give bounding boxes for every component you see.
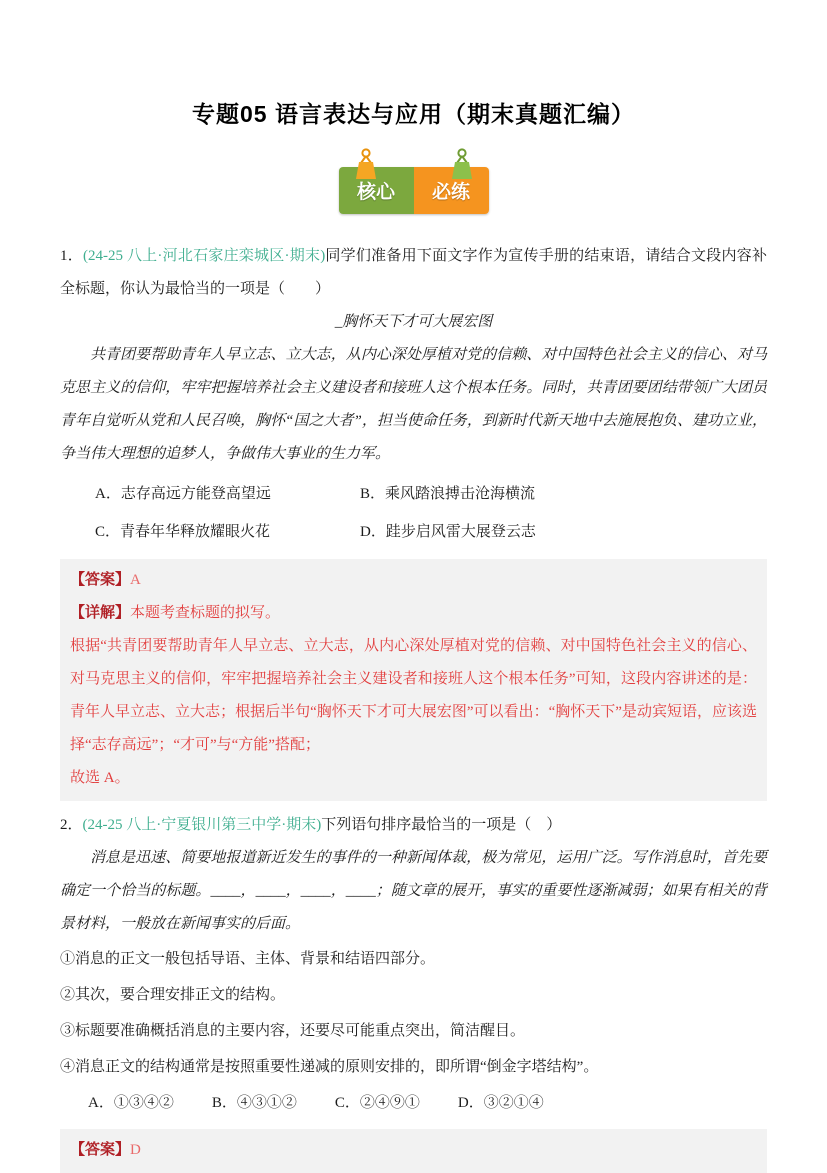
question-2-number: 2． (60, 817, 83, 833)
answer-line (70, 564, 757, 597)
sentence-item-1: ①消息的正文一般包括导语、主体、背景和结语四部分。 (60, 951, 436, 967)
question-1-stem (60, 240, 767, 306)
question-2-sentence-list (60, 941, 767, 1085)
option-d[interactable]: D．③②①④ (457, 1095, 544, 1111)
binder-clip-icon (449, 148, 475, 180)
option-c[interactable]: C．青春年华释放耀眼火花 (95, 524, 271, 540)
question-1-subtitle: _胸怀天下才可大展宏图 (334, 314, 493, 330)
detail-body: 根据“共青团要帮助青年人早立志、立大志，从内心深处厚植对党的信赖、对中国特色社会主义的信心、对马克思主义的信仰，牢牢把握培养社会主义建设者和接班人这个根本任务”可知，这段内容讲述的是：青年人早立志、立大志；根据后半句“胸怀天下才可大展宏图”可以看出：“胸怀天下”是动宾短语，应该选择“志存高远”；“才可”与“方能”搭配； (70, 638, 757, 753)
question-1-source-tag: (24-25 八上·河北石家庄栾城区·期末) (82, 248, 326, 264)
question-1-number: 1． (60, 248, 83, 264)
banner-practice-label: 必练 (414, 167, 489, 214)
question-2-stem (60, 809, 767, 842)
answer-label: 【答案】 (70, 1142, 131, 1158)
option-a[interactable]: A．志存高远方能登高望远 (95, 486, 271, 502)
question-1-passage: 共青团要帮助青年人早立志、立大志，从内心深处厚植对党的信赖、对中国特色社会主义的信心、对马克思主义的信仰，牢牢把握培养社会主义建设者和接班人这个根本任务。同时，共青团要团结带领广大团员青年自觉听从党和人民召唤，胸怀“国之大者”，担当使命任务，到新时代新天地中去施展抱负、建功立业，争当伟大理想的追梦人，争做伟大事业的生力军。 (60, 347, 767, 462)
question-1-stem-text: 同学们准备用下面文字作为宣传手册的结束语，请结合文段内容补全标题，你认为最恰当的一项是（ ） (60, 248, 767, 297)
detail-intro-line (70, 597, 757, 630)
option-b[interactable]: B．④③①② (211, 1095, 297, 1111)
detail-conclusion: 故选 A。 (70, 770, 130, 786)
question-2-answer-block (60, 1129, 767, 1173)
answer-line (70, 1134, 757, 1167)
question-2-stem-text: 下列语句排序最恰当的一项是（ ） (321, 817, 562, 833)
option-a[interactable]: A．①③④② (88, 1095, 174, 1111)
option-b[interactable]: B．乘风踏浪搏击沧海横流 (360, 486, 536, 502)
question-1-answer-block (60, 559, 767, 801)
answer-value: D (130, 1142, 141, 1158)
answer-label: 【答案】 (70, 572, 131, 588)
question-2 (60, 809, 767, 1121)
option-c[interactable]: C．②④⑨① (334, 1095, 420, 1111)
sentence-item-3: ③标题要准确概括消息的主要内容，还要尽可能重点突出，简洁醒目。 (60, 1023, 526, 1039)
question-1 (60, 240, 767, 551)
question-2-source-tag: (24-25 八上·宁夏银川第三中学·期末) (82, 817, 322, 833)
core-practice-banner (339, 167, 489, 214)
sentence-item-2: ②其次，要合理安排正文的结构。 (60, 987, 286, 1003)
detail-label: 【详解】 (70, 605, 131, 621)
page-title: 专题05 语言表达与应用（期末真题汇编） (192, 101, 635, 127)
banner-core-label: 核心 (339, 167, 414, 214)
option-d[interactable]: D．跬步启风雷大展登云志 (360, 524, 536, 540)
question-2-passage: 消息是迅速、简要地报道新近发生的事件的一种新闻体裁，极为常见，运用广泛。写作消息时，首先要确定一个恰当的标题。____，____，____，____；随文章的展开，事实的重要性逐渐减弱；如果有相关的背景材料，一般放在新闻事实的后面。 (60, 850, 767, 932)
detail-intro: 本题考查标题的拟写。 (130, 605, 281, 621)
binder-clip-icon (353, 148, 379, 180)
sentence-item-4: ④消息正文的结构通常是按照重要性递减的原则安排的，即所谓“倒金字塔结构”。 (60, 1059, 599, 1075)
answer-value: A (130, 572, 141, 588)
question-1-options (60, 475, 767, 551)
question-2-options (60, 1085, 767, 1121)
